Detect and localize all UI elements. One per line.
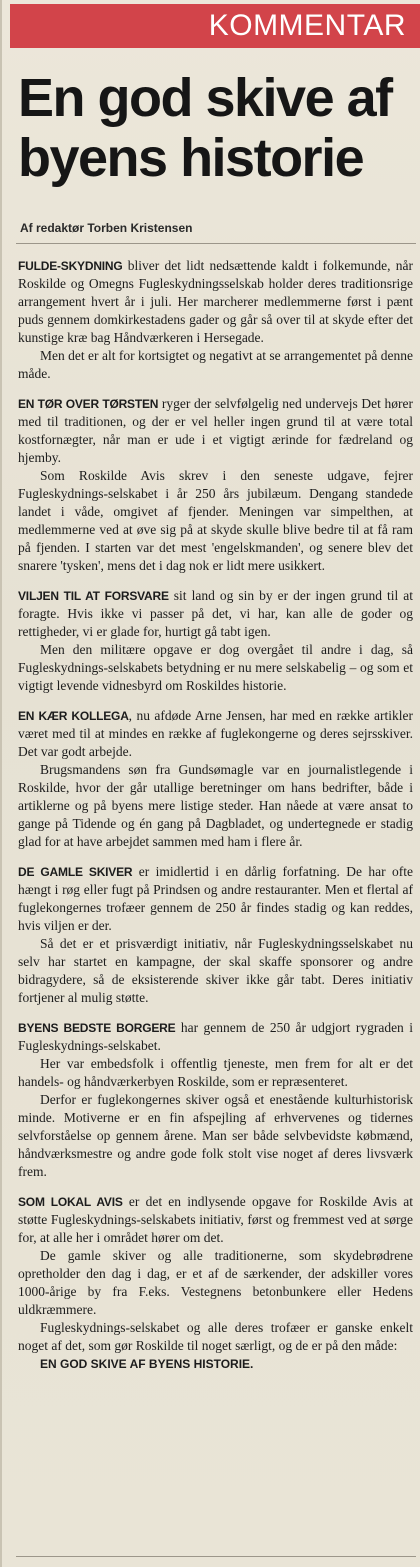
section-lead: EN TØR OVER TØRSTEN [18,397,159,411]
paragraph-text: ryger der selvfølgelig ned undervejs Det hører med til traditionen, og der er vel heller ingen grund til at være total kostfornægter, når man er ude i et vigtigt ærinde for fædreland og hjemby. [18,396,413,465]
paragraph: Brugsmandens søn fra Gundsømagle var en journalistlegende i Roskilde, hvor der går utallige beretninger om hans bedrifter, både i artiklerne og på byens mere listige steder. Han nåede at være ansat to gange på Tidende og én gang på Dagbladet, og undertegnede er stadig glad for at have arbejdet sammen med ham i flere år. [18,762,413,849]
divider [16,1556,416,1557]
paragraph [18,395,413,467]
section-lead: FULDE-SKYDNING [18,259,123,273]
paragraph-text: , nu afdøde Arne Jensen, har med en række artikler været med til at mindes en række af fuglekongerne og deres sejrsskiver. Det var godt arbejde. [18,708,413,759]
article-section [18,1193,413,1373]
paragraph: Så det er et prisværdigt initiativ, når Fugleskydningsselskabet nu selv har startet en kampagne, der skal skaffe sponsorer og andre bidragydere, så de eksisterende skiver ikke går tabt. Deres initiativ fortjener al mulig støtte. [18,936,413,1005]
paragraph: Men det er alt for kortsigtet og negativt at se arrangementet på denne måde. [18,348,413,381]
paragraph [18,863,413,935]
paragraph: Men den militære opgave er dog overgået til andre i dag, så Fugleskydnings-selskabets betydning er nu mere selskabelig – og som et vigtigt levende vidnesbyrd om Roskildes historie. [18,642,413,693]
paragraph [18,1355,413,1373]
article-section [18,587,413,695]
article-body [18,257,413,1385]
section-label: KOMMENTAR [208,9,406,42]
paragraph: De gamle skiver og alle traditionerne, som skydebrødrene opretholder den dag i dag, er et af de særkender, der adskiller vores 1000-årige by fra F.eks. Vestegnens betonbunkere eller Hedens uldkræmmere. [18,1248,413,1317]
paragraph [18,1019,413,1055]
divider [16,243,416,244]
article-section [18,1019,413,1181]
section-lead: VILJEN TIL AT FORSVARE [18,589,169,603]
paragraph-text: bliver det lidt nedsættende kaldt i folkemunde, når Roskilde og Omegns Fugleskydningsselskab holder deres traditionsrige arrangement hvert år i juli. Her marcherer medlemmerne først i pænt puds gennem domkirkestadens gader og går så over til at skyde efter det kunstige kræ bag Håndværkeren i Hersegade. [18,258,413,345]
paragraph-text: er imidlertid i en dårlig forfatning. De har ofte hængt i røg eller fugt på Prindsen og andre restauranter. Men et flertal af fuglekongernes trofæer gennem de 250 år findes stadig og kan reddes, hvis viljen er der. [18,864,413,933]
paragraph: Fugleskydnings-selskabet og alle deres trofæer er ganske enkelt noget af det, som gør Roskilde til noget særligt, og de er på den måde: [18,1320,413,1353]
paragraph: Her var embedsfolk i offentlig tjeneste, men frem for alt er det handels- og håndværkerbyen Roskilde, som er repræsenteret. [18,1056,413,1089]
article-section [18,257,413,383]
paragraph [18,257,413,347]
headline-line-2: byens historie [18,128,364,188]
closing-line: EN GOD SKIVE AF BYENS HISTORIE. [40,1357,254,1371]
paragraph: Som Roskilde Avis skrev i den seneste udgave, fejrer Fugleskydnings-selskabet i år 250 års jubilæum. Dengang standede landet i våde, omgivet af fjender. Meningen var simpelthen, at medlemmerne ved at øve sig på at skyde skulle blive bedre til at få ram på fjenden. I starten var det mest 'engelskmanden', og senere blev det snarere 'tysken', mens det i dag nok er lidt mere usikkert. [18,468,413,573]
paragraph-text: sit land og sin by er der ingen grund til at foragte. Hvis ikke vi passer på det, vi har, kan alle de goder og rettigheder, vi er glade for, hurtigt gå tabt igen. [18,588,413,639]
section-lead: DE GAMLE SKIVER [18,865,133,879]
article-section [18,707,413,851]
article-section [18,863,413,1007]
paragraph-text: har gennem de 250 år udgjort rygraden i Fugleskydnings-selskabet. [18,1020,413,1053]
paragraph [18,587,413,641]
paragraph: Derfor er fuglekongernes skiver også et enestående kulturhistorisk minde. Motiverne er en fin afspejling af erhvervenes og tidernes selvforståelse op gennem årene. Man ser både selvbevidste købmænd, håndværksmestre og andre gode folk stolt vise noget af deres livsværk frem. [18,1092,413,1179]
section-banner [10,4,420,48]
section-lead: BYENS BEDSTE BORGERE [18,1021,176,1035]
paragraph [18,1193,413,1247]
section-lead: SOM LOKAL AVIS [18,1195,123,1209]
section-lead: EN KÆR KOLLEGA [18,709,129,723]
article-section [18,395,413,575]
byline: Af redaktør Torben Kristensen [20,221,193,235]
headline [18,68,414,188]
paragraph [18,707,413,761]
paragraph-text: er det en indlysende opgave for Roskilde Avis at støtte Fugleskydnings-selskabets initiativ, først og fremmest ved at sørge for, at alle her i området hører om det. [18,1194,414,1245]
headline-line-1: En god skive af [18,68,392,128]
